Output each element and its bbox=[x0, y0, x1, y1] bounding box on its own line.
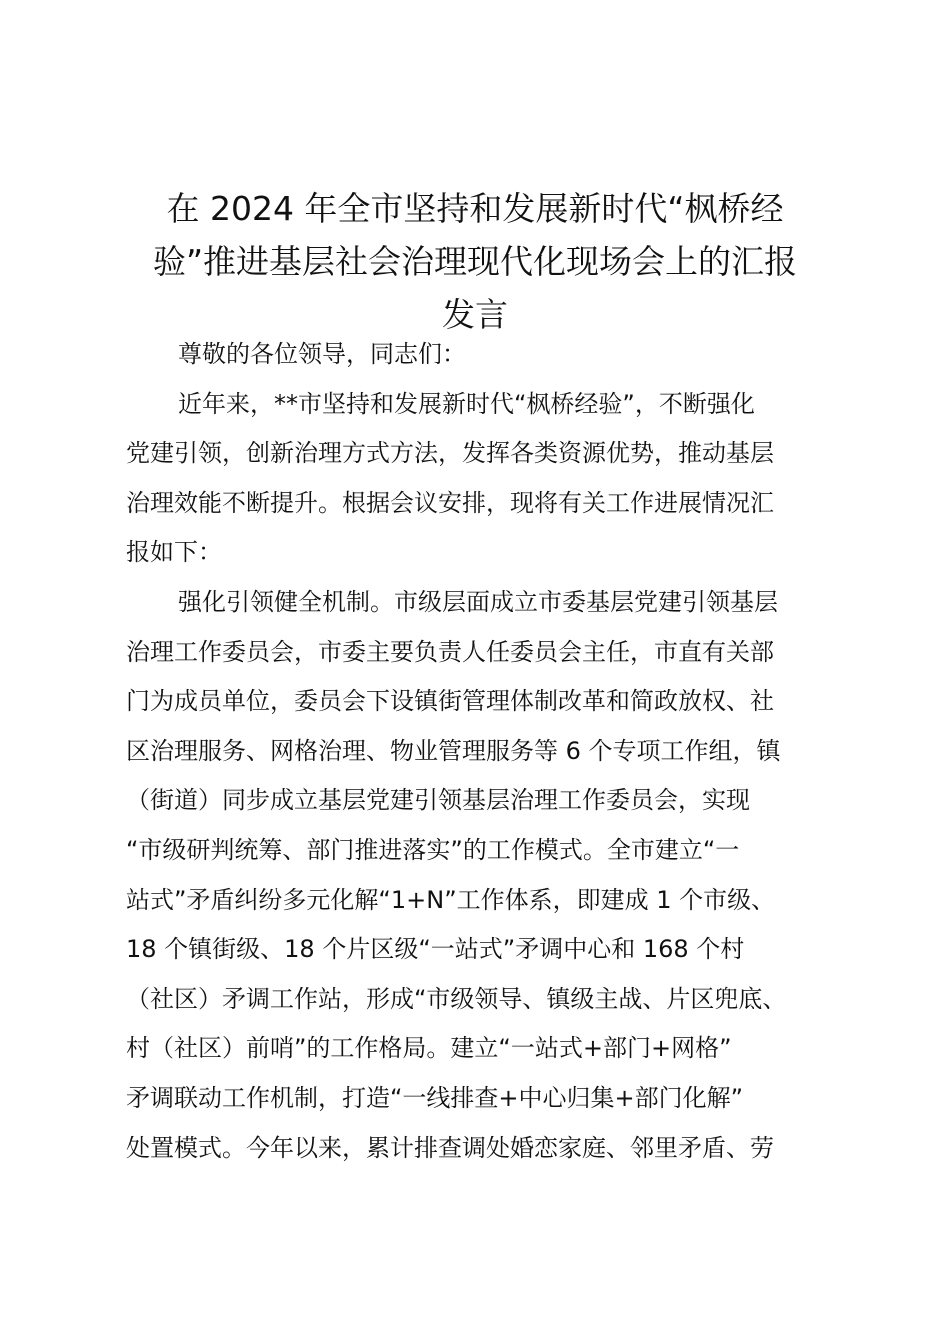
paragraph-line: 村（社区）前哨”的工作格局。建立“一站式+部门+网格” bbox=[126, 1034, 732, 1063]
paragraph-line: 门为成员单位，委员会下设镇街管理体制改革和简政放权、社 bbox=[126, 687, 774, 716]
document-body bbox=[126, 330, 846, 1173]
paragraph-line: 治理工作委员会，市委主要负责人任委员会主任，市直有关部 bbox=[126, 637, 774, 666]
paragraph-line: 党建引领，创新治理方式方法，发挥各类资源优势，推动基层 bbox=[126, 439, 774, 468]
paragraph-line: 报如下： bbox=[126, 538, 222, 567]
paragraph-line: 站式”矛盾纠纷多元化解“1+N”工作体系，即建成 1 个市级、 bbox=[126, 885, 776, 914]
paragraph-line: “市级研判统筹、部门推进落实”的工作模式。全市建立“一 bbox=[126, 835, 740, 864]
paragraph-line: （社区）矛调工作站，形成“市级领导、镇级主战、片区兜底、 bbox=[126, 984, 787, 1013]
greeting: 尊敬的各位领导，同志们： bbox=[178, 340, 466, 368]
title-line: 发言 bbox=[442, 295, 508, 334]
paragraph-line: 处置模式。今年以来，累计排查调处婚恋家庭、邻里矛盾、劳 bbox=[126, 1133, 774, 1162]
paragraph-line: 治理效能不断提升。根据会议安排，现将有关工作进展情况汇 bbox=[126, 488, 774, 517]
paragraph-mechanism bbox=[126, 578, 846, 1173]
paragraph-line: 18 个镇街级、18 个片区级“一站式”矛调中心和 168 个村 bbox=[126, 935, 745, 964]
title-line: 在 2024 年全市坚持和发展新时代“枫桥经 bbox=[166, 189, 784, 228]
paragraph-line: 强化引领健全机制。市级层面成立市委基层党建引领基层 bbox=[178, 587, 778, 616]
paragraph-line: 近年来，**市坚持和发展新时代“枫桥经验”，不断强化 bbox=[178, 389, 755, 418]
document-title bbox=[118, 182, 832, 341]
paragraph-line: 区治理服务、网格治理、物业管理服务等 6 个专项工作组，镇 bbox=[126, 736, 781, 765]
paragraph-intro bbox=[126, 380, 846, 578]
title-line: 验”推进基层社会治理现代化现场会上的汇报 bbox=[152, 242, 798, 281]
paragraph-line: 矛调联动工作机制，打造“一线排查+中心归集+部门化解” bbox=[126, 1083, 744, 1112]
paragraph-line: （街道）同步成立基层党建引领基层治理工作委员会，实现 bbox=[126, 786, 750, 815]
